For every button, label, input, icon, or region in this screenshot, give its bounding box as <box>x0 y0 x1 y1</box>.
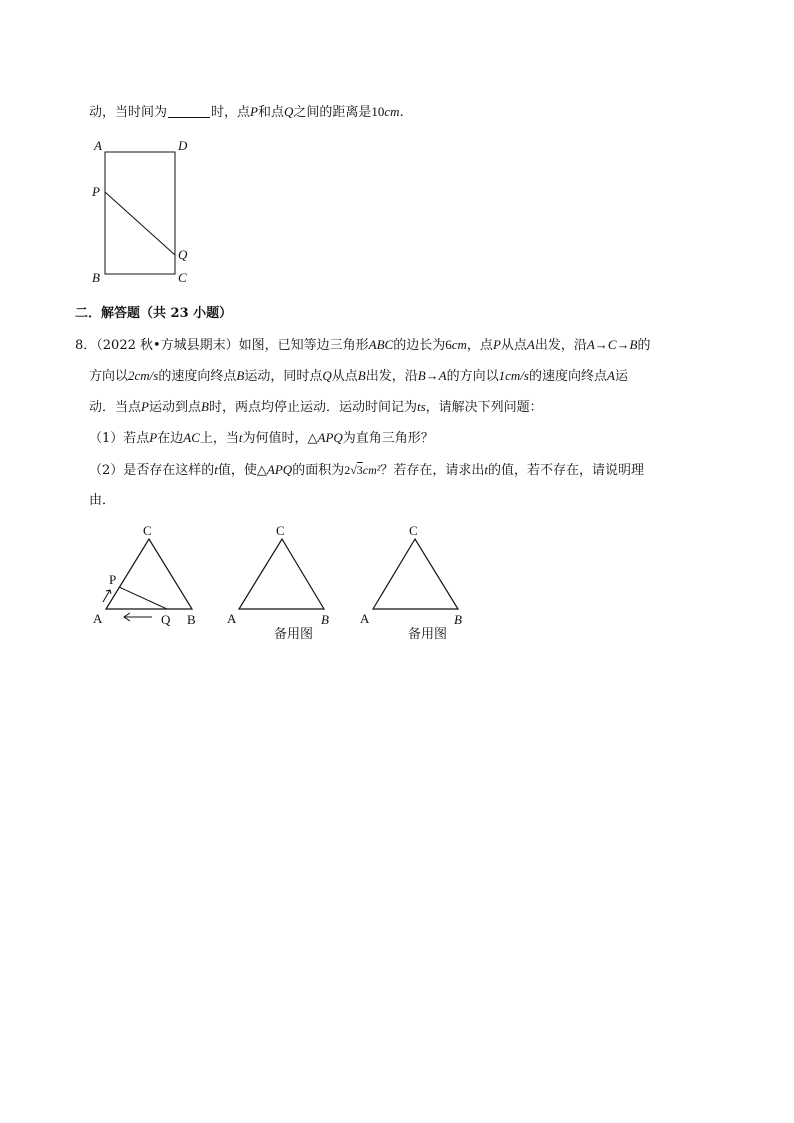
point-p: P <box>492 337 501 352</box>
point-b: B <box>236 368 245 383</box>
q8-text: 为直角三角形？ <box>342 431 434 446</box>
speed-q: 1cm/s <box>498 368 529 383</box>
q8-text: （2）是否存在这样的 <box>89 463 215 478</box>
label-c: C <box>178 270 187 285</box>
spare-caption-1: 备用图 <box>274 627 314 642</box>
q8-text: 的方向以 <box>446 369 499 384</box>
q8-sub-2-end: 由． <box>89 493 116 508</box>
label-q: Q <box>161 612 171 627</box>
q8-text: 从点 <box>331 369 358 384</box>
point-a: A <box>606 368 615 383</box>
triangle-apq: APQ <box>317 430 343 445</box>
unit: cm <box>451 337 467 352</box>
q8-text: 在边 <box>157 431 184 446</box>
q8-text: ？若存在，请求出 <box>380 463 485 478</box>
label-p: P <box>109 572 117 587</box>
q8-text: ，点 <box>466 338 493 353</box>
triangle-abc: ABC <box>368 337 394 352</box>
spare-triangle-figure-2 <box>360 523 462 642</box>
q8-text: 的速度向终点 <box>528 369 607 384</box>
q7-text: 时，点 <box>211 105 251 120</box>
label-a: A <box>94 138 102 153</box>
label-b: B <box>321 612 329 627</box>
q8-text: （1）若点 <box>89 431 150 446</box>
label-d: D <box>178 138 188 153</box>
label-c: C <box>409 523 418 538</box>
area-expression: 2√3cm² <box>344 463 381 477</box>
q8-text: 的速度向终点 <box>158 369 237 384</box>
question-number: 8． <box>75 338 97 353</box>
section-heading: 二．解答题（共 23 小题） <box>75 306 233 321</box>
distance-value: 10 <box>371 104 385 119</box>
triangle-abc-main <box>106 539 192 609</box>
q8-text: 的值，若不存在，请说明理 <box>488 463 645 478</box>
arrow-p-icon <box>103 590 110 602</box>
q8-text: 动．当点 <box>89 400 142 415</box>
label-a: A <box>227 611 237 626</box>
q8-text: 的 <box>637 338 651 353</box>
path-acb: A→C→B <box>586 337 638 352</box>
q8-text: 方向以 <box>89 369 129 384</box>
point-p: P <box>149 430 158 445</box>
point-a: A <box>526 337 535 352</box>
q8-text: 出发，沿 <box>365 369 418 384</box>
label-b: B <box>92 270 100 285</box>
q8-text: ，请解决下列问题： <box>425 400 543 415</box>
q8-text: 的边长为 <box>393 338 446 353</box>
label-a: A <box>360 611 370 626</box>
label-c: C <box>143 523 152 538</box>
q8-text: 值，使△ <box>217 463 267 478</box>
time-variable: t <box>214 462 218 477</box>
point-p: P <box>141 399 149 414</box>
triangle-spare-2 <box>373 539 458 609</box>
segment-pq <box>119 587 167 609</box>
point-q: Q <box>322 368 332 383</box>
triangle-apq: APQ <box>266 462 293 477</box>
time-variable: ts <box>416 399 426 414</box>
path-ba: B→A <box>417 368 447 383</box>
area-radicand: 3 <box>356 463 363 477</box>
q8-text: （2022 秋•方城县期末）如图，已知等边三角形 <box>96 338 369 353</box>
q8-text: 时，两点均停止运动．运动时间记为 <box>208 400 417 415</box>
q8-text: 出发，沿 <box>534 338 587 353</box>
spare-triangle-figure-1 <box>227 523 329 642</box>
label-b: B <box>454 612 462 627</box>
q8-text: 为何值时，△ <box>242 431 318 446</box>
q8-text: 从点 <box>500 338 527 353</box>
point-q: Q <box>284 104 294 119</box>
side-length: 6 <box>445 337 452 352</box>
point-p: P <box>250 104 258 119</box>
q8-text: 运动，同时点 <box>244 369 323 384</box>
q7-text: 和点 <box>257 105 284 120</box>
point-b: B <box>200 399 209 414</box>
label-c: C <box>276 523 285 538</box>
label-b: B <box>187 612 196 627</box>
area-unit: cm² <box>362 463 381 477</box>
q8-text: 的面积为 <box>292 463 345 478</box>
label-p: P <box>92 184 100 199</box>
speed-p: 2cm/s <box>128 368 159 383</box>
q8-text: 运动到点 <box>148 400 201 415</box>
side-ac: AC <box>183 430 200 445</box>
point-b: B <box>357 368 366 383</box>
main-triangle-figure <box>93 523 196 627</box>
unit: cm <box>384 104 400 119</box>
q7-text: . <box>399 105 404 120</box>
time-variable: t <box>484 462 489 477</box>
triangle-spare-1 <box>239 539 324 609</box>
spare-caption-2: 备用图 <box>408 627 448 642</box>
label-a: A <box>93 611 103 626</box>
q8-text: 上，当 <box>199 431 239 446</box>
area-coefficient: 2 <box>344 463 351 477</box>
q8-text: 运 <box>614 369 628 384</box>
q7-text: 之间的距离是 <box>293 105 372 120</box>
q7-text: 动，当时间为 <box>89 105 168 120</box>
label-q: Q <box>178 247 188 262</box>
time-variable: t <box>238 430 243 445</box>
